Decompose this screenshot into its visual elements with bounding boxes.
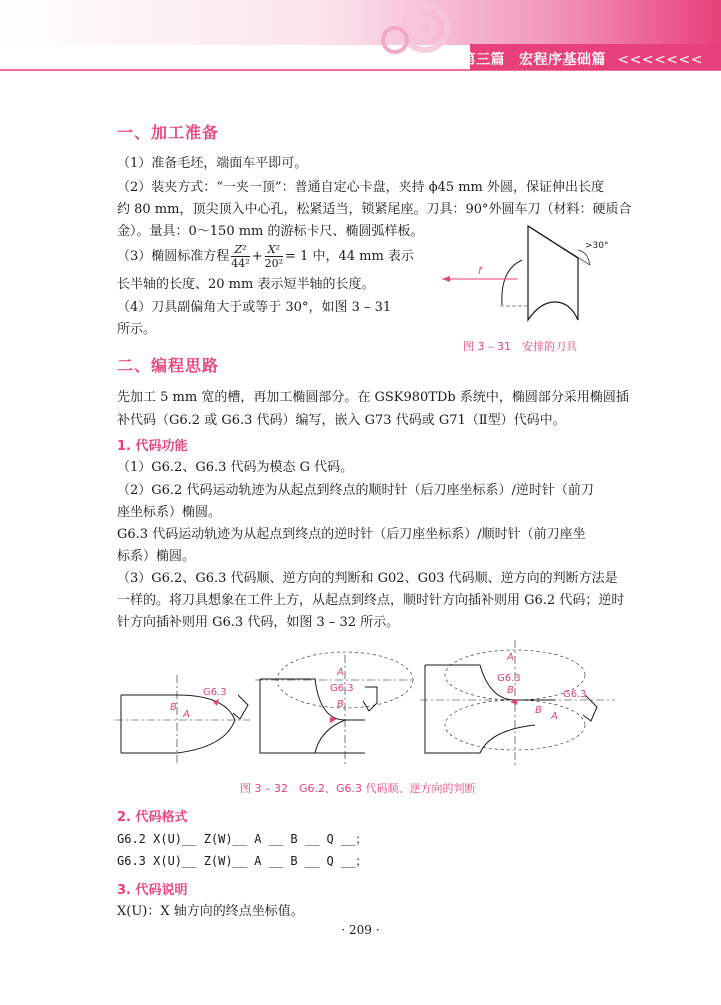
para-9-line-3: 针方向插补则用 G6.3 代码，如图 3 – 32 所示。 [117,615,400,630]
fig32-label-a-3: A [507,652,514,663]
figure-3-32-caption: 图 3 – 32 G6.2、G6.3 代码顺、逆方向的判断 [240,782,476,795]
banner-title [462,49,704,69]
para-9-line-1: （3）G6.2、G6.3 代码顺、逆方向的判断和 G02、G03 代码顺、逆方向的判断方法是 [117,571,618,586]
angle-label: >30° [585,241,609,251]
para-10: X(U)：X 轴方向的终点坐标值。 [117,904,304,919]
section-title-programming: 二、编程思路 [117,356,220,375]
chevrons-decoration: <<<<<<< [617,52,703,68]
section-title-preparation: 一、加工准备 [117,123,220,142]
section-label: 宏程序基础篇 [519,52,606,68]
fig32-label-b-1: B [170,702,177,713]
header-banner [0,0,721,72]
page-number: · 209 · [341,923,380,937]
fraction-z: $\frac{\text{Z²}}{\text{44²}}$ [231,243,250,270]
fig32-label-b-2: B [337,699,344,710]
subsection-code-format: 2. 代码格式 [117,810,188,825]
subsection-code-description: 3. 代码说明 [117,883,188,898]
fig32-label-b-4: B [535,705,542,716]
fig32-label-a-2: A [337,667,344,678]
para-5-line-2: 补代码（G6.2 或 G6.3 代码）编写，嵌入 G73 代码或 G71（Ⅱ型）代码中。 [117,413,566,428]
para-2-line-1: （2）装夹方式：“一夹一顶”：普通自定心卡盘，夹持 ϕ45 mm 外圆，保证伸出长度 [117,180,605,195]
para-9-line-2: 一样的。将刀具想象在工件上方，从起点到终点，顺时针方向插补则用 G6.2 代码；逆时 [117,593,625,608]
fraction-x: $\frac{\text{X²}}{\text{20²}}$ [264,243,284,270]
para-8-line-1: G6.3 代码运动轨迹为从起点到终点的逆时针（后刀座坐标系）/顺时针（前刀座坐 [117,527,586,542]
para-7-line-1: （2）G6.2 代码运动轨迹为从起点到终点的顺时针（后刀座坐标系）/逆时针（前刀 [117,483,594,498]
para-8-line-2: 标系）椭圆。 [117,549,196,564]
workpiece-3 [425,665,555,700]
workpiece-1 [121,695,235,753]
fig32-label-g63-4: G6.3 [563,689,587,700]
fig32-label-b-3: B [507,685,514,696]
para-7-line-2: 座坐标系）椭圆。 [117,505,222,520]
fig32-label-a-4: A [551,711,558,722]
para-3-line-1: （3）椭圆标准方程 $\frac{\text{Z²}}{\text{44²}}$ + $\frac{\text{X²}}{\text{20²}}$ = 1 中，44 mm 表示 [117,243,414,270]
figure-3-32-ellipse-directions [115,635,615,775]
part-label: 第三篇 [461,52,505,68]
fig32-label-a-1: A [183,709,190,720]
figure-3-31-caption: 图 3 – 31 安排的刀具 [463,340,577,353]
para-2-line-3: 金）。量具：0～150 mm 的游标卡尺、椭圆弧样板。 [117,224,424,239]
para-4-line-2: 所示。 [117,322,157,337]
para-3-line-2: 长半轴的长度、20 mm 表示短半轴的长度。 [117,277,375,292]
format-line-g62: G6.2 X(U)__ Z(W)__ A __ B __ Q __； [117,832,368,846]
feed-label: f [478,266,482,277]
fig32-label-g63-3: G6.3 [497,673,521,684]
fig32-label-g63-1: G6.3 [203,687,227,698]
figure-3-31-tool [440,220,620,335]
fig32-label-g63-2: G6.3 [330,683,354,694]
para-5-line-1: 先加工 5 mm 宽的槽，再加工椭圆部分。在 GSK980TDb 系统中，椭圆部分采用椭圆插 [117,390,629,405]
para-1: （1）准备毛坯，端面车平即可。 [117,156,308,171]
format-line-g63: G6.3 X(U)__ Z(W)__ A __ B __ Q __； [117,854,368,868]
subsection-code-function: 1. 代码功能 [117,439,188,454]
para-2-line-2: 约 80 mm，顶尖顶入中心孔，松紧适当，锁紧尾座。刀具：90°外圆车刀（材料：硬质合 [117,202,632,217]
para-6: （1）G6.2、G6.3 代码为模态 G 代码。 [117,460,354,475]
para-4-line-1: （4）刀具副偏角大于或等于 30°，如图 3 – 31 [117,300,392,315]
